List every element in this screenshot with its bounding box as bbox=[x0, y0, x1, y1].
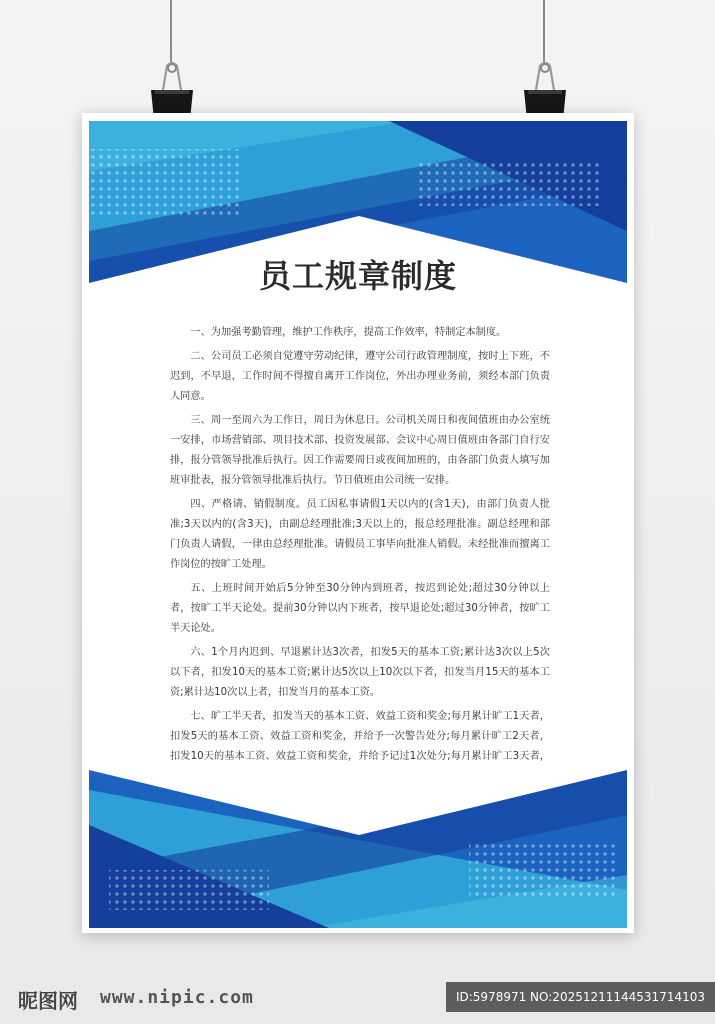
poster-title: 员工规章制度 bbox=[258, 257, 457, 295]
halftone-dots bbox=[469, 840, 619, 900]
halftone-dots bbox=[89, 149, 239, 219]
watermark-url: www.nipic.com bbox=[100, 987, 254, 1008]
rule-paragraph: 一、为加强考勤管理，维护工作秩序，提高工作效率，特制定本制度。 bbox=[190, 327, 507, 338]
halftone-dots bbox=[419, 161, 599, 206]
bottom-blue-banner bbox=[89, 770, 627, 928]
poster bbox=[82, 113, 634, 933]
rule-paragraph: 四、严格请、销假制度。员工因私事请假1天以内的(含1天)，由部门负责人批准;3天以内的(含3天)，由副总经理批准;3天以上的，报总经理批准。副总经理和部门负责人请假，一律由总经理批准。请假员工事毕向批准人销假。未经批准而擅离工作岗位的按旷工处理。 bbox=[170, 499, 550, 570]
watermark-id-badge: ID:5978971 NO:20251211144531714103 bbox=[446, 982, 715, 1012]
rule-paragraph: 三、周一至周六为工作日，周日为休息日。公司机关周日和夜间值班由办公室统一安排，市场营销部、项目技术部、投资发展部、会议中心周日值班由各部门自行安排，报分管领导批准后执行。因工作需要周日或夜间加班的，由各部门负责人填写加班审批表，报分管领导批准后执行。节日值班由公司统一安排。 bbox=[170, 415, 550, 486]
rule-paragraph: 六、1个月内迟到、早退累计达3次者，扣发5天的基本工资;累计达3次以上5次以下者，扣发10天的基本工资;累计达5次以上10次以下者，扣发当月15天的基本工资;累计达10次以上者，扣发当月的基本工资。 bbox=[170, 647, 550, 698]
halftone-dots bbox=[109, 870, 269, 910]
rules-body bbox=[170, 323, 550, 831]
rule-paragraph: 五、上班时间开始后5分钟至30分钟内到班者，按迟到论处;超过30分钟以上者，按旷工半天论处。提前30分钟以内下班者，按早退论处;超过30分钟者，按旷工半天论处。 bbox=[170, 583, 550, 634]
hanging-wire-left bbox=[170, 0, 172, 62]
watermark-logo: 昵图网 bbox=[18, 989, 78, 1013]
hanging-wire-right bbox=[543, 0, 545, 62]
rule-paragraph: 七、旷工半天者，扣发当天的基本工资、效益工资和奖金;每月累计旷工1天者，扣发5天的基本工资、效益工资和奖金，并给予一次警告处分;每月累计旷工2天者，扣发10天的基本工资、效益工资和奖金，并给予记过1次处分;每月累计旷工3天者， bbox=[170, 711, 550, 762]
rule-paragraph: 二、公司员工必须自觉遵守劳动纪律，遵守公司行政管理制度，按时上下班，不迟到，不早退，工作时间不得擅自离开工作岗位，外出办理业务前，须经本部门负责人同意。 bbox=[170, 351, 550, 402]
